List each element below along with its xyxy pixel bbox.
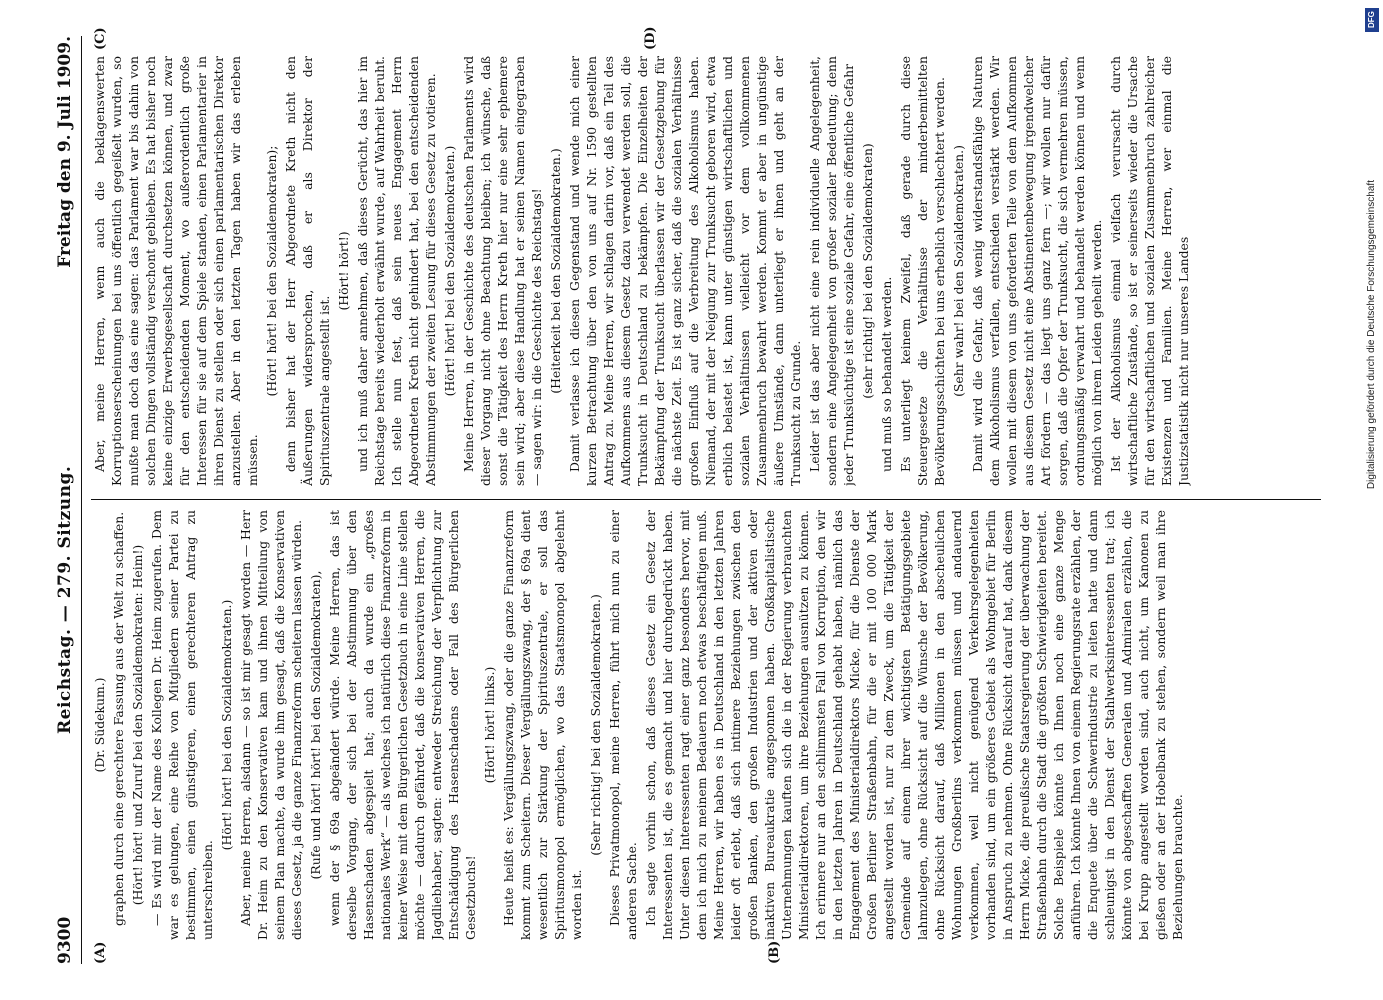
left-text-column [91,510,1321,940]
margin-marker-a: (A) [92,941,108,964]
right-text-column [91,56,1321,486]
paragraph: wenn der § 69a abgeändert würde. Meine Herren, das ist derselbe Vorgang, der sich bei der Abstimmung über den Hasenschaden abgespielt hat; auch da wurde ein „großes nationales Werk“ — als welches ich natürlich diese Finanzreform in keiner Weise mit dem Bürgerlichen Gesetzbuch in eine Linie stellen möchte — dadurch gefährdet, daß die konservativen Herren, die Jagdliebhaber, sagten: entweder Streichung der Verpflichtung zur Entschädigung des Hasenschadens oder Fall des Bürgerlichen Gesetzbuchs! [326,510,478,940]
interjection-text: (Rufe und hört! hört! bei den Sozialdemokraten), [307,570,323,880]
document-page [47,26,1337,970]
page-header [55,36,82,964]
interjection-text: (Hört! hört! bei den Sozialdemokraten); [263,145,279,397]
paragraph: Ist der Alkoholismus einmal vielfach verursacht durch wirtschaftliche Zustände, so ist er seinerseits wieder die Ursache für den wirtschaftlichen und sozialen Zusammenbruch zahlreicher Existenzen und Familien. Meine Herren, wer einmal die Justizstatistik nicht nur unseres Landes [1107,56,1191,486]
paragraph: Aber, meine Herren, wenn auch die beklagenswerten Korruptionserscheinungen bei uns öffentlich gegeißelt wurden, so mußte man doch das eine sagen: das Parlament war bis dahin von solchen Dingen vollständig verschont geblieben. Es hat bisher noch keine einzige Erwerbsgesellschaft durchsetzen können, und zwar für den entscheidenden Moment, wo außerordentlich große Interessen für sie auf dem Spiele standen, einen Parlamentarier in ihren Dienst zu stellen oder sich einen parlamentarischen Direktor anzustellen. Aber in den letzten Tagen haben wir das erleben müssen. [91,56,260,486]
digitization-credit: Digitalisierung gefördert durch die Deutsche Forschungsgemeinschaft [1366,180,1377,490]
paragraph: Leider ist das aber nicht eine rein individuelle Angelegenheit, sondern eine Angelegenheit von großer sozialer Bedeutung; denn jeder Trunksüchtige ist eine soziale Gefahr, eine öffentliche Gefahr [806,56,856,486]
interjection-text: (Sehr richtig! bei den Sozialdemokraten.) [587,594,603,856]
running-title: Reichstag. — 279. Sitzung. [54,465,75,734]
column-divider [91,499,1321,500]
paragraph: Damit wird die Gefahr, daß wenig widerstandsfähige Naturen dem Alkoholismus verfallen, entschieden verstärkt werden. Wir wollen mit diesem von uns geforderten Teile von dem Aufkommen aus diesem Gesetz nicht eine Abstinentenbewegung irgendwelcher Art fördern — das liegt uns ganz fern —; wir wollen nur dafür sorgen, daß die Opfer der Trunksucht, die sich vermehren müssen, ordnungsmäßig verwahrt und behandelt werden können und wenn möglich von ihrem Leiden geheilt werden. [969,56,1104,486]
interjection-text: (Hört! hört!) [335,231,351,311]
interjection-text: (Hört! hört! bei den Sozialdemokraten.) [441,145,457,397]
paragraph: Aber, meine Herren, alsdann — so ist mir gesagt worden — Herr Dr. Heim zu den Konservativen kam und ihnen Mitteilung von seinem Plan machte, da wurde ihm gesagt, daß die Konservativen dieses Gesetz, ja die ganze Finanzreform scheitern lassen würden. [237,510,304,940]
paragraph: Dieses Privatmonopol, meine Herren, führt mich nun zu einer anderen Sache. [606,510,639,940]
margin-marker-b: (B) [766,940,782,964]
margin-marker-c: (C) [92,27,108,50]
paragraph: und muß so behandelt werden. [878,276,894,472]
interjection-text: (Hört! hört! links.) [481,666,497,784]
interjection-text: (Dr. Südekum.) [91,677,107,773]
interjection-text: (sehr richtig! bei den Sozialdemokraten) [859,143,875,399]
interjection-text: (Heiterkeit bei den Sozialdemokraten.) [547,148,563,394]
margin-marker-d: (D) [642,26,658,50]
interjection-text: (Hört! hört! bei den Sozialdemokraten.) [218,599,234,851]
interjection-text: (Hört! hört! und Zuruf bei den Sozialdemokraten: Heim!) [129,544,145,906]
paragraph: Meine Herren, in der Geschichte des deutschen Parlaments wird dieser Vorgang nicht ohne Beachtung bleiben; ich wünsche, daß sonst die Tätigkeit des Herrn Kreth hier nur eine sehr ephemere sein wird; aber diese Handlung hat er seinen Namen eingegraben — sagen wir: in die Geschichte des Reichstags! [460,56,544,486]
dfg-logo: DFG [1365,8,1379,32]
session-date: Freitag den 9. Juli 1909. [54,36,75,268]
paragraph: Ich sagte vorhin schon, daß dieses Gesetz ein Gesetz der Interessenten ist, die es gemacht und hier durchgedrückt haben. Unter diesen Interessenten ragt einer ganz besonders hervor, mit dem ich mich zu meinem Bedauern noch etwas beschäftigen muß. Meine Herren, wir haben es in Deutschland in den letzten Jahren leider oft erlebt, daß sich intimere Beziehungen zwischen den großen Banken, den großen Industrien und der aktiven oder inaktiven Bureaukratie angesponnen haben. Großkapitalistische Unternehmungen kauften sich die in der Regierung verbrauchten Ministerialdirektoren, um ihre Beziehungen ausnützen zu können. Ich erinnere nur an den schlimmsten Fall von Korruption, den wir in den letzten Jahren in Deutschland gehabt haben, nämlich das Engagement des Ministerialdirektors Micke, für die Dienste der Großen Berliner Straßenbahn, für die er mit 100 000 Mark angestellt worden ist, nur zu dem Zweck, um die Tätigkeit der Gemeinde auf einem ihrer wichtigsten Betätigungsgebiete lahmzulegen, ohne Rücksicht auf die Wünsche der Bevölkerung, ohne Rücksicht darauf, daß Millionen in den abscheulichen Wohnungen Großberlins verkommen müssen und andauernd verkommen, weil nicht genügend Verkehrsgelegenheiten vorhanden sind, um ein größeres Gebiet als Wohngebiet für Berlin in Anspruch zu nehmen. Ohne Rücksicht darauf hat, dank diesem Herrn Micke, die preußische Staatsregierung der überwachung der Straßenbahn durch die Stadt die größten Schwierigkeiten bereitet. Solche Beispiele könnte ich Ihnen noch eine ganze Menge anführen. Ich könnte Ihnen von einem Regierungsrate erzählen, der die Enquete über die Schwerindustrie zu leiten hatte und dann schleunigst in den Dienst der Stahlwerksinteressenten trat; ich könnte von abgeschafften Generalen und Admiralen erzählen, die bei Krupp angestellt worden sind, auch nicht, um Kanonen zu gießen oder an der Hobelbank zu stehen, sondern weil man ihre Beziehungen brauchte. [642,510,1185,940]
interjection-text: (Sehr wahr! bei den Sozialdemokraten.) [950,145,966,397]
paragraph: Heute heißt es: Vergällungszwang, oder die ganze Finanzreform kommt zum Scheitern. Dieser Vergällungszwang, der § 69a dient wesentlich zur Stärkung der Spirituszentrale, er soll das Spiritusmonopol ermöglichen, wo das Staatsmonopol abgelehnt worden ist. [500,510,584,940]
page-number: 9300 [54,916,75,964]
paragraph: und ich muß daher annehmen, daß dieses Gerücht, das hier im Reichstage bereits wiederholt erwähnt wurde, auf Wahrheit beruht. Ich stelle nun fest, daß sein neues Engagement Herrn Abgeordneten Kreth nicht gehindert hat, bei den entscheidenden Abstimmungen der zweiten Lesung für dieses Gesetz zu votieren. [354,56,438,486]
paragraph: denn bisher hat der Herr Abgeordnete Kreth nicht den Äußerungen widersprochen, daß er als Direktor der Spirituszentrale angestellt ist. [282,56,332,486]
paragraph: Damit verlasse ich diesen Gegenstand und wende mich einer kurzen Betrachtung über den von uns auf Nr. 1590 gestellten Antrag zu. Meine Herren, wir schlagen darin vor, daß ein Teil des Aufkommens aus diesem Gesetz dazu verwendet werden soll, die Trunksucht in Deutschland zu bekämpfen. Die Einzelheiten der Bekämpfung der Trunksucht überlassen wir der Gesetzgebung für die nächste Zeit. Es ist ganz sicher, daß die sozialen Verhältnisse großen Einfluß auf die Verbreitung des Alkoholismus haben. Niemand, der mit der Neigung zur Trunksucht geboren wird, etwa erblich belastet ist, kann unter günstigen wirtschaftlichen und sozialen Verhältnissen vielleicht vor dem vollkommenen Zusammenbruch bewahrt werden. Kommt er aber in ungünstige äußere Umstände, dann unterliegt er ihnen und geht an der Trunksucht zu Grunde. [566,56,803,486]
paragraph: graphen durch eine gerechtere Fassung aus der Welt zu schaffen. [110,511,126,926]
paragraph: — Es wird mir der Name des Kollegen Dr. Heim zugerufen. Dem war es gelungen, eine Reihe von Mitgliedern seiner Partei zu bestimmen, einen günstigeren, einen gerechteren Antrag zu unterschreiben. [148,510,215,940]
paragraph: Es unterliegt keinem Zweifel, daß gerade durch diese Steuergesetze die Verhältnisse der minderbemittelten Bevölkerungsschichten bei uns erheblich verschlechtert werden. [897,56,947,486]
